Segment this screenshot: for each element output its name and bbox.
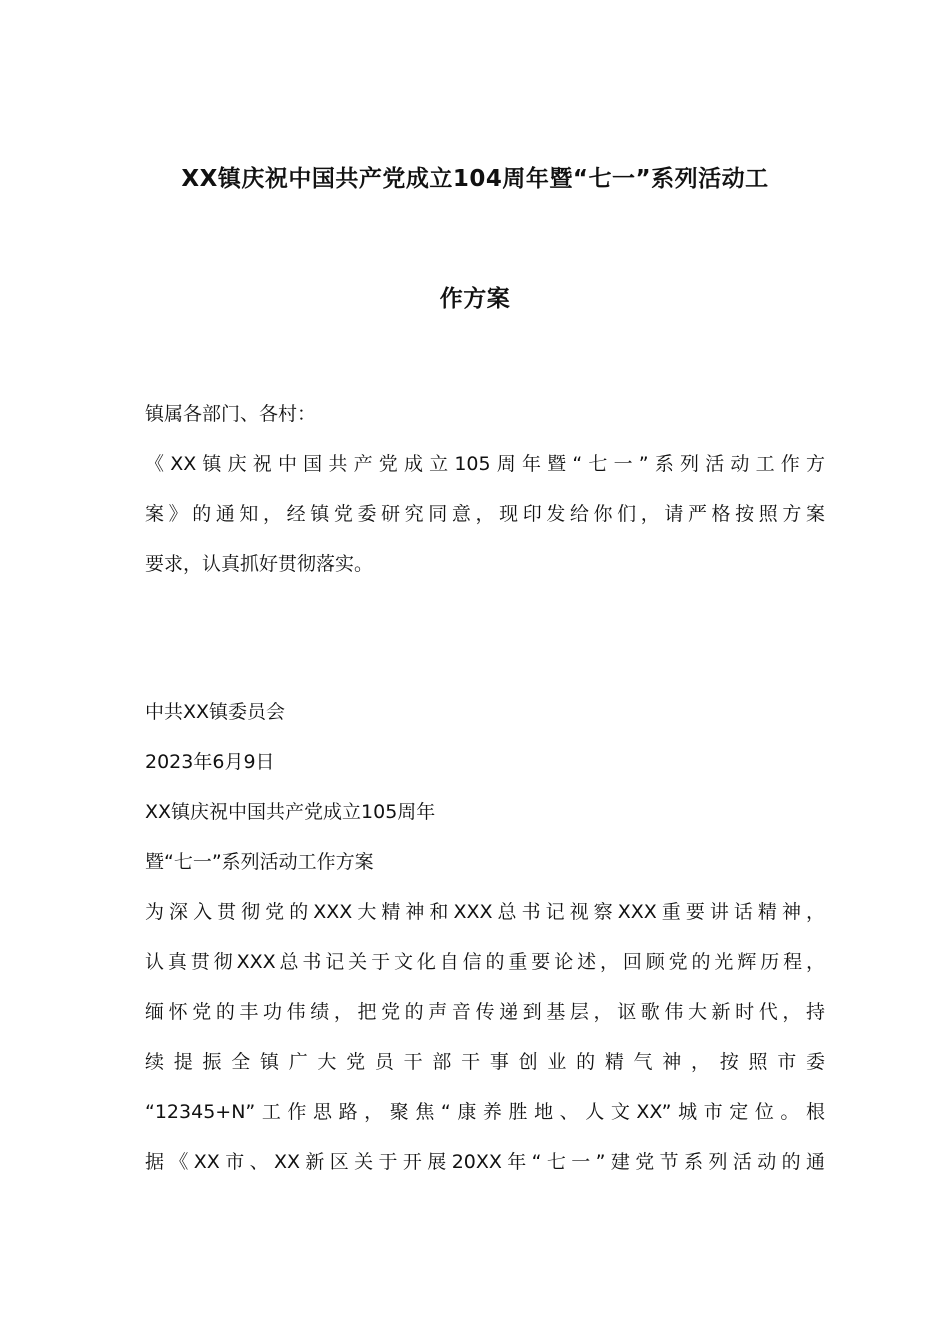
body-line-5: “12345+N”工作思路，聚焦“康养胜地、人文XX”城市定位。根 <box>145 1101 825 1123</box>
notice-line-1: 《XX镇庆祝中国共产党成立105周年暨“七一”系列活动工作方 <box>145 453 825 475</box>
notice-line-3: 要求，认真抓好贯彻落实。 <box>145 553 374 575</box>
notice-line-2: 案》的通知，经镇党委研究同意，现印发给你们，请严格按照方案 <box>145 503 825 525</box>
body-line-1: 为深入贯彻党的XXX大精神和XXX总书记视察XXX重要讲话精神， <box>145 901 825 923</box>
document-title-line-1: XX镇庆祝中国共产党成立104周年暨“七一”系列活动工 <box>181 166 769 192</box>
subtitle-line-1: XX镇庆祝中国共产党成立105周年 <box>145 801 436 823</box>
body-line-6: 据《XX市、XX新区关于开展20XX年“七一”建党节系列活动的通 <box>145 1151 825 1173</box>
subtitle-line-2: 暨“七一”系列活动工作方案 <box>145 851 374 873</box>
issue-date: 2023年6月9日 <box>145 751 275 773</box>
issuer: 中共XX镇委员会 <box>145 701 286 723</box>
body-line-2: 认真贯彻XXX总书记关于文化自信的重要论述，回顾党的光辉历程， <box>145 951 825 973</box>
salutation: 镇属各部门、各村： <box>145 403 317 425</box>
document-title-line-2: 作方案 <box>439 286 511 312</box>
body-line-3: 缅怀党的丰功伟绩，把党的声音传递到基层，讴歌伟大新时代，持 <box>145 1001 825 1023</box>
body-line-4: 续提振全镇广大党员干部干事创业的精气神，按照市委 <box>145 1051 825 1073</box>
